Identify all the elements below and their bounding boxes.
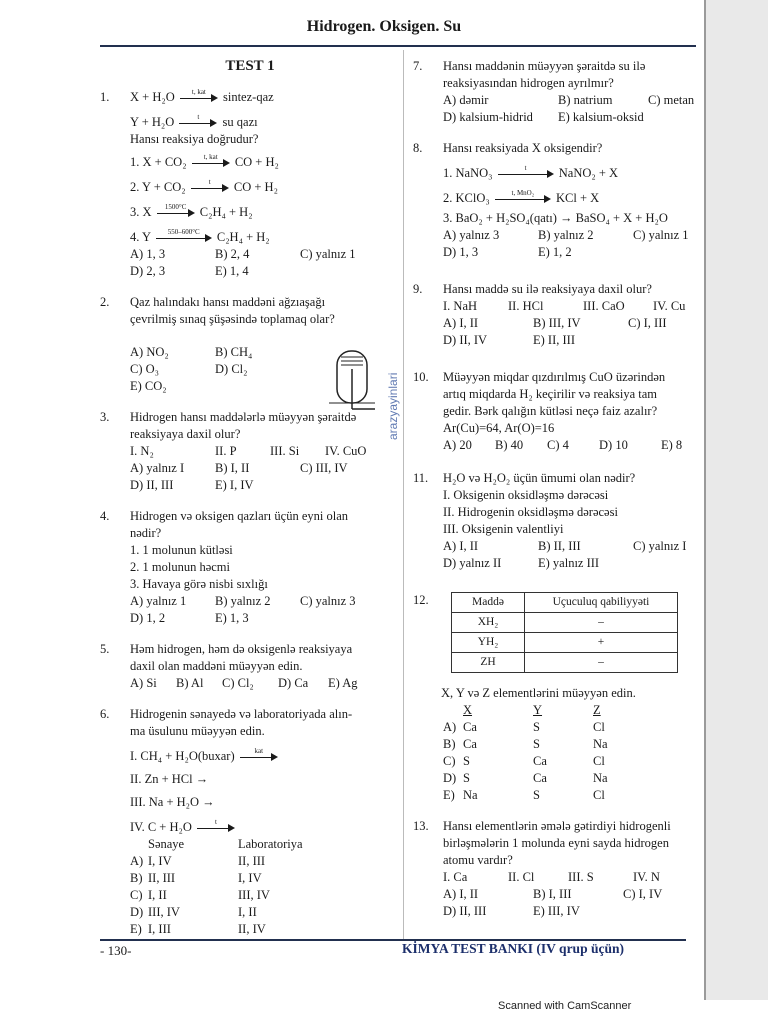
reaction-item <box>130 771 400 788</box>
question-text: Hansı elementlərin əmələ gətirdiyi hidrogenli <box>443 819 671 833</box>
answer-option[interactable]: C) Cl₂ <box>222 676 254 690</box>
question-text: Müəyyən miqdar qızdırılmış CuO üzərindən <box>443 370 666 384</box>
table-cell: S <box>463 754 470 768</box>
answer-option[interactable]: E) yalnız III <box>538 556 600 570</box>
question-number: 4. <box>100 509 110 523</box>
question-number: 10. <box>413 370 429 384</box>
answer-option[interactable]: A) NO₂ <box>130 345 169 359</box>
statement-item: 3. Havaya görə nisbi sıxlığı <box>130 577 268 591</box>
question-number: 13. <box>413 819 429 833</box>
answer-option[interactable]: B) <box>443 737 456 751</box>
answer-option[interactable]: B) Al <box>176 676 204 690</box>
answer-option[interactable]: A) <box>443 720 457 734</box>
question-1 <box>100 89 400 280</box>
table-cell: III, IV <box>238 888 270 902</box>
equation-right: su qazı <box>222 115 258 129</box>
reaction-left: 3. X <box>130 205 152 219</box>
question-number: 2. <box>100 295 110 309</box>
answer-option[interactable]: D) 1, 3 <box>443 245 479 259</box>
question-text: Həm hidrogen, həm də oksigenlə reaksiyaya <box>130 642 353 656</box>
answer-option[interactable]: D) 2, 3 <box>130 264 166 278</box>
reaction-item <box>130 794 400 811</box>
question-13 <box>413 818 701 920</box>
answer-option[interactable]: D) II, IV <box>443 333 488 347</box>
page-header-title: Hidrogen. Oksigen. Su <box>306 18 462 35</box>
reaction-left: 1. NaNO₃ <box>443 166 493 180</box>
volatility-table <box>451 592 678 673</box>
table-cell: Ca <box>463 720 477 734</box>
question-text: Hidrogen və oksigen qazları üçün eyni olan <box>130 509 348 523</box>
table-cell: S <box>463 771 470 785</box>
table-cell: I, II <box>238 905 257 919</box>
reaction-arrow <box>157 203 195 218</box>
table-cell: – <box>525 613 678 633</box>
reaction-item <box>130 748 400 765</box>
question-number: 7. <box>413 59 423 73</box>
statement-item: III. CaO <box>583 299 625 313</box>
answer-options <box>443 886 701 920</box>
question-text: Hansı maddə su ilə reaksiyaya daxil olur? <box>443 282 652 296</box>
answer-option[interactable]: C) I, IV <box>623 887 663 901</box>
question-12 <box>413 592 701 804</box>
table-cell: Na <box>593 737 608 751</box>
page-number: - 130- <box>100 943 132 958</box>
page-edge-shadow <box>706 0 768 1000</box>
answer-option[interactable]: B) yalnız 2 <box>215 594 271 608</box>
table-cell: I, IV <box>148 854 172 868</box>
question-4 <box>100 508 400 627</box>
arrow-condition: t <box>524 164 527 173</box>
answer-option[interactable]: D) <box>130 905 144 919</box>
question-text: atomu vardır? <box>443 853 513 867</box>
question-text: Hansı maddənin müəyyən şəraitdə su ilə <box>443 59 646 73</box>
table-cell: YH₂ <box>452 633 525 653</box>
statement-item: III. Oksigenin valentliyi <box>443 522 564 536</box>
answer-options <box>443 315 701 349</box>
table-cell: III, IV <box>148 905 180 919</box>
question-11 <box>413 470 701 572</box>
page-edge-line <box>704 0 706 1000</box>
question-number: 12. <box>413 593 429 607</box>
equation-line <box>130 114 400 131</box>
test-title: TEST 1 <box>225 58 275 74</box>
reaction-arrow <box>192 153 230 168</box>
question-number: 8. <box>413 141 423 155</box>
reaction-left: 4. Y <box>130 230 151 244</box>
answer-option[interactable]: A) yalnız I <box>130 461 185 475</box>
reaction-item <box>130 229 400 246</box>
question-text: reaksiyaya daxil olur? <box>130 427 241 441</box>
statement-item: I. N₂ <box>130 444 154 458</box>
table-cell: Cl <box>593 720 605 734</box>
answer-option[interactable]: B) I, III <box>533 887 572 901</box>
table-cell: S <box>533 720 540 734</box>
answer-option[interactable]: A) 20 <box>443 438 472 452</box>
reaction-left: I. CH₄ + H₂O(buxar) <box>130 749 235 763</box>
question-text: çevrilmiş sınaq şüşəsində toplamaq olar? <box>130 312 335 326</box>
reaction-left: 2. Y + CO₂ <box>130 180 186 194</box>
answer-option[interactable]: A) I, II <box>443 316 479 330</box>
reaction-right: KCl + X <box>555 191 600 205</box>
statement-item: I. Oksigenin oksidləşmə dərəcəsi <box>443 488 609 502</box>
book-title: KİMYA TEST BANKI (IV qrup üçün) <box>402 941 624 956</box>
reaction-left: 2. KClO₃ <box>443 191 490 205</box>
table-cell: II, III <box>148 871 176 885</box>
answer-option[interactable]: E) I, IV <box>215 478 254 492</box>
question-number: 1. <box>100 90 110 104</box>
column-header: Sənaye <box>148 837 185 851</box>
answer-option[interactable]: E) 1, 3 <box>215 611 249 625</box>
question-text: X, Y və Z elementlərini müəyyən edin. <box>441 686 636 700</box>
question-text: reaksiyasından hidrogen ayrılmır? <box>443 76 614 90</box>
answer-option[interactable]: B) CH₄ <box>215 345 253 359</box>
answer-option[interactable]: A) <box>130 854 144 868</box>
reaction-right: CO + H₂ <box>233 180 278 194</box>
answer-option[interactable]: B) II, III <box>538 539 581 553</box>
answer-option[interactable]: E) II, III <box>533 333 575 347</box>
column-header: Maddə <box>452 593 525 613</box>
reaction-arrow <box>179 113 217 128</box>
answer-option[interactable]: E) <box>130 922 142 936</box>
answer-option[interactable]: D) 1, 2 <box>130 611 166 625</box>
answer-option[interactable]: A) I, II <box>443 887 479 901</box>
answer-option[interactable]: E) 8 <box>661 438 683 452</box>
header-rule <box>100 45 696 47</box>
answer-option[interactable]: B) 40 <box>495 438 524 452</box>
table-cell: XH₂ <box>452 613 525 633</box>
answer-option[interactable]: A) yalnız 1 <box>130 594 187 608</box>
right-column <box>413 58 701 920</box>
left-column <box>100 58 400 938</box>
table-cell: Ca <box>463 737 477 751</box>
statement-item: II. P <box>215 444 237 458</box>
table-cell: S <box>533 737 540 751</box>
question-7 <box>413 58 701 126</box>
reaction-arrow <box>197 818 235 833</box>
answer-options <box>130 246 400 280</box>
reaction-item <box>130 819 400 836</box>
table-cell: ZH <box>452 653 525 673</box>
answer-option[interactable]: A) dəmir <box>443 93 489 107</box>
table-cell: + <box>525 633 678 653</box>
scanner-watermark: Scanned with CamScanner <box>498 1000 632 1012</box>
reaction-right: C₂H₄ + H₂ <box>199 205 253 219</box>
answer-options <box>443 227 701 261</box>
table-cell: Ca <box>533 771 547 785</box>
question-10 <box>413 369 701 454</box>
statement-item: I. Ca <box>443 870 468 884</box>
answer-options <box>443 538 701 572</box>
question-number: 11. <box>413 471 429 485</box>
reaction-arrow <box>191 178 229 193</box>
reaction-arrow <box>180 88 218 103</box>
question-text: nədir? <box>130 526 162 540</box>
inverted-test-tube-illustration <box>327 347 377 417</box>
statement-item: IV. CuO <box>325 444 367 458</box>
answer-option[interactable]: C) yalnız 1 <box>300 247 356 261</box>
answer-option[interactable]: C) O₃ <box>130 362 160 376</box>
answer-option[interactable]: D) II, III <box>443 904 487 918</box>
answer-option[interactable]: B) 2, 4 <box>215 247 250 261</box>
answer-option[interactable]: E) <box>443 788 455 802</box>
answer-option[interactable]: C) yalnız 1 <box>633 228 689 242</box>
statement-item: 1. 1 molunun kütləsi <box>130 543 233 557</box>
answer-option[interactable]: A) Si <box>130 676 157 690</box>
table-cell: Cl <box>593 788 605 802</box>
table-cell: I, II <box>148 888 167 902</box>
answer-option[interactable]: C) <box>443 754 456 768</box>
arrow-condition: 550–600°C <box>167 228 200 237</box>
equation-right: sintez-qaz <box>223 90 274 104</box>
answer-table <box>130 836 400 938</box>
table-cell: Na <box>593 771 608 785</box>
question-text: Ar(Cu)=64, Ar(O)=16 <box>443 421 555 435</box>
answer-option[interactable]: A) 1, 3 <box>130 247 166 261</box>
answer-option[interactable]: D) Cl₂ <box>215 362 248 376</box>
answer-option[interactable]: C) III, IV <box>300 461 348 475</box>
statement-items <box>443 869 701 886</box>
answer-option[interactable]: D) kalsium-hidrid <box>443 110 533 124</box>
question-text: gedir. Bərk qalığın kütləsi neçə faiz azalır? <box>443 404 658 418</box>
arrow-condition: t <box>215 818 217 827</box>
answer-options <box>443 109 701 126</box>
statement-item: II. Cl <box>508 870 535 884</box>
question-8 <box>413 140 701 261</box>
answer-option[interactable]: B) natrium <box>558 93 613 107</box>
reaction-item <box>443 210 701 227</box>
answer-option[interactable]: A) I, II <box>443 539 479 553</box>
table-cell: Na <box>463 788 478 802</box>
table-cell: II, III <box>238 854 266 868</box>
column-header: Uçuculuq qabiliyyəti <box>525 593 678 613</box>
reaction-left: III. Na + H₂O → <box>130 795 215 809</box>
answer-option[interactable]: E) 1, 2 <box>538 245 572 259</box>
reaction-arrow <box>156 228 212 243</box>
reaction-arrow <box>498 164 554 179</box>
arrow-condition: t, MnO₂ <box>511 189 535 198</box>
answer-option[interactable]: B) III, IV <box>533 316 581 330</box>
answer-option[interactable]: C) yalnız 3 <box>300 594 356 608</box>
answer-option[interactable]: D) 10 <box>599 438 628 452</box>
reaction-item <box>130 154 400 171</box>
answer-table <box>443 702 701 804</box>
reaction-right: C₂H₄ + H₂ <box>216 230 270 244</box>
statement-items <box>443 298 701 315</box>
table-cell: II, IV <box>238 922 266 936</box>
answer-option[interactable]: E) CO₂ <box>130 379 167 393</box>
reaction-left: 3. BaO₂ + H₂SO₄(qatı) → BaSO₄ + X + H₂O <box>443 211 668 225</box>
question-text: daxil olan maddəni müəyyən edin. <box>130 659 303 673</box>
question-text: Hansı reaksiyada X oksigendir? <box>443 141 603 155</box>
question-text: Hidrogen hansı maddələrlə müəyyən şəraitdə <box>130 410 357 424</box>
column-header: Y <box>533 703 543 717</box>
answer-options <box>130 593 400 627</box>
question-number: 5. <box>100 642 110 656</box>
column-header: Z <box>593 703 601 717</box>
reaction-left: IV. C + H₂O <box>130 820 192 834</box>
question-number: 9. <box>413 282 423 296</box>
question-text: H₂O və H₂O₂ üçün ümumi olan nədir? <box>443 471 636 485</box>
table-cell: – <box>525 653 678 673</box>
answer-options <box>130 460 400 494</box>
answer-options <box>443 92 701 109</box>
question-6 <box>100 706 400 938</box>
column-header: X <box>463 703 473 717</box>
question-text: artıq miqdarda H₂ keçirilir və reaksiya tam <box>443 387 657 401</box>
question-3 <box>100 409 400 494</box>
answer-options <box>130 675 400 692</box>
answer-options <box>443 437 701 454</box>
statement-item: IV. Cu <box>653 299 686 313</box>
answer-option[interactable]: C) metan <box>648 93 695 107</box>
equation-left: Y + H₂O <box>130 115 175 129</box>
arrow-condition: t <box>208 178 211 187</box>
answer-option[interactable]: C) I, III <box>628 316 667 330</box>
reaction-right: NaNO₂ + X <box>558 166 619 180</box>
equation-line <box>130 89 400 106</box>
question-number: 6. <box>100 707 110 721</box>
statement-item: II. HCl <box>508 299 544 313</box>
column-header: Laboratoriya <box>238 837 303 851</box>
arrow-condition: 1500°C <box>164 203 187 212</box>
arrow-condition: t <box>197 113 200 122</box>
reaction-item <box>443 190 701 207</box>
table-cell: I, III <box>148 922 171 936</box>
question-number: 3. <box>100 410 110 424</box>
reaction-left: II. Zn + HCl → <box>130 772 209 786</box>
answer-option[interactable]: B) <box>130 871 143 885</box>
arrow-condition: t, kat <box>203 153 218 162</box>
answer-option[interactable]: D) yalnız II <box>443 556 502 570</box>
statement-item: III. Si <box>270 444 300 458</box>
question-text: Qaz halındakı hansı maddəni ağzıaşağı <box>130 295 326 309</box>
answer-option[interactable]: E) Ag <box>328 676 358 690</box>
table-cell: I, IV <box>238 871 262 885</box>
answer-option[interactable]: C) yalnız I <box>633 539 687 553</box>
answer-option[interactable]: E) 1, 4 <box>215 264 249 278</box>
answer-option[interactable]: D) <box>443 771 457 785</box>
question-5 <box>100 641 400 692</box>
reaction-right: CO + H₂ <box>234 155 279 169</box>
question-text: ma üsulunu müəyyən edin. <box>130 724 265 738</box>
statement-items <box>130 443 400 460</box>
answer-option[interactable]: D) Ca <box>278 676 309 690</box>
answer-option[interactable]: B) yalnız 2 <box>538 228 594 242</box>
table-cell: Cl <box>593 754 605 768</box>
answer-option[interactable]: D) II, III <box>130 478 174 492</box>
reaction-item <box>443 165 701 182</box>
statement-item: IV. N <box>633 870 660 884</box>
equation-left: X + H₂O <box>130 90 175 104</box>
statement-item: III. S <box>568 870 594 884</box>
reaction-left: 1. X + CO₂ <box>130 155 187 169</box>
answer-option[interactable]: C) <box>130 888 143 902</box>
column-divider <box>403 50 404 940</box>
reaction-item <box>130 179 400 196</box>
answer-option[interactable]: B) I, II <box>215 461 250 475</box>
table-cell: Ca <box>533 754 547 768</box>
question-text: birləşmələrin 1 molunda eyni sayda hidrogen <box>443 836 669 850</box>
answer-option[interactable]: C) 4 <box>547 438 569 452</box>
arrow-condition: kat <box>254 747 264 756</box>
statement-item: II. Hidrogenin oksidləşmə dərəcəsi <box>443 505 618 519</box>
question-text: Hidrogenin sənayedə və laboratoriyada alın- <box>130 707 353 721</box>
question-9 <box>413 281 701 349</box>
statement-item: I. NaH <box>443 299 478 313</box>
publisher-watermark: arazyayinlari <box>386 372 400 440</box>
answer-option[interactable]: E) kalsium-oksid <box>558 110 644 124</box>
reaction-item <box>130 204 400 221</box>
reaction-arrow <box>495 189 551 204</box>
statement-item: 2. 1 molunun həcmi <box>130 560 230 574</box>
table-cell: S <box>533 788 540 802</box>
reaction-arrow <box>240 747 278 762</box>
answer-option[interactable]: A) yalnız 3 <box>443 228 500 242</box>
answer-option[interactable]: E) III, IV <box>533 904 580 918</box>
question-text: Hansı reaksiya doğrudur? <box>130 132 259 146</box>
arrow-condition: t, kat <box>191 88 206 97</box>
